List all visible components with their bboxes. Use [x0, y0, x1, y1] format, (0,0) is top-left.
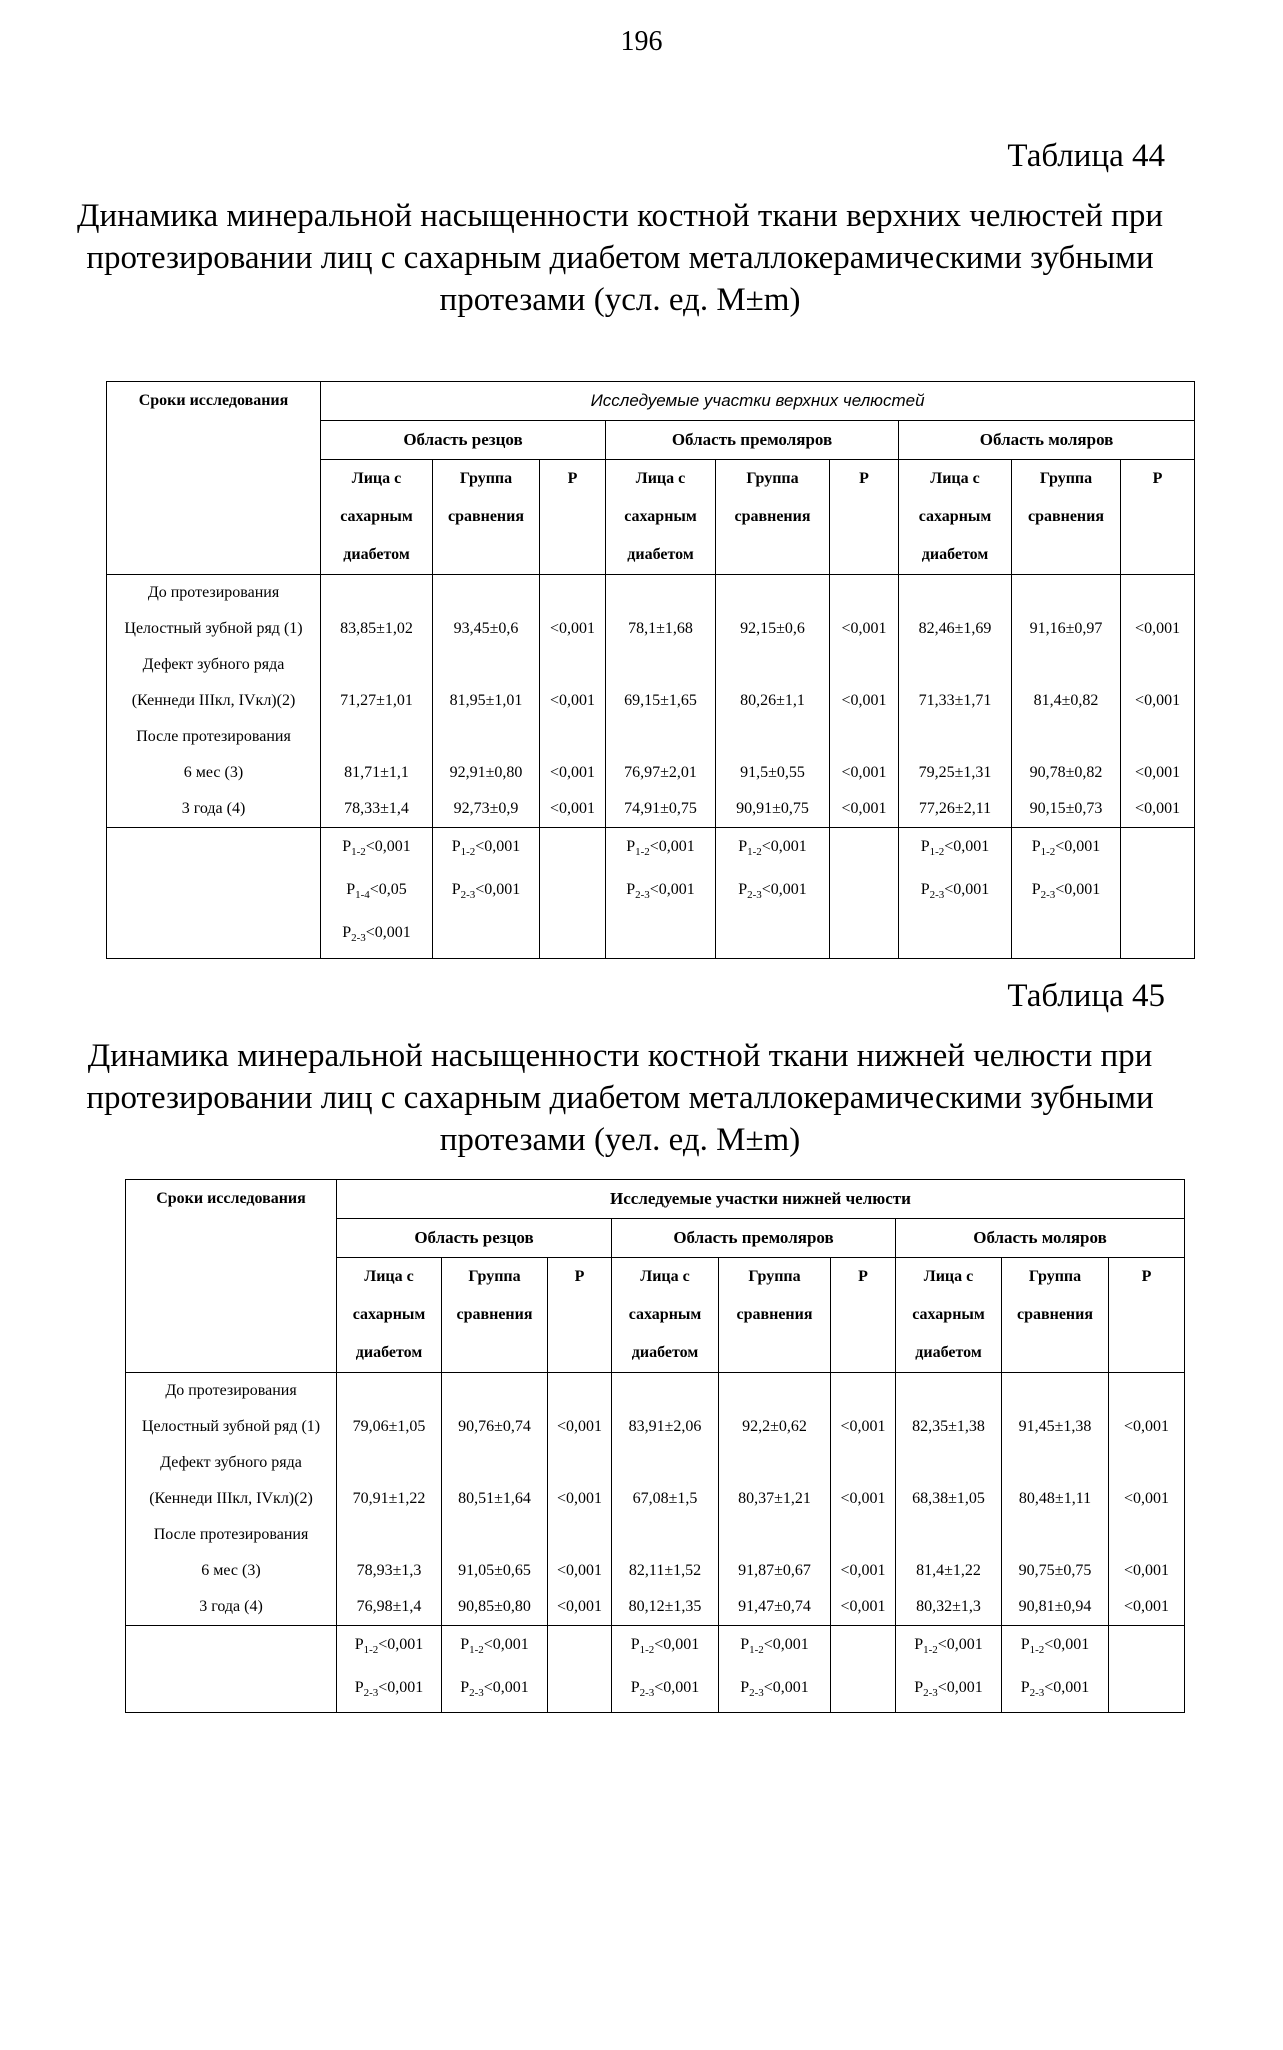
p-value: $P_{1-2}<0,001$ [738, 838, 807, 859]
area-molars-header: Область моляров [899, 421, 1195, 460]
value-cell: 78,33±1,4 [344, 800, 409, 817]
value-column [540, 575, 606, 828]
value-column [899, 575, 1012, 828]
table-44 [106, 381, 1195, 959]
value-cell: <0,001 [840, 1418, 886, 1435]
value-cell: <0,001 [556, 1562, 603, 1579]
p-value: $P_{2-3}<0,001$ [354, 1679, 424, 1700]
comparison-header: Группа сравнения [433, 460, 540, 575]
value-cell: <0,001 [549, 800, 596, 817]
p-header: P [540, 460, 606, 575]
value-cell: <0,001 [1135, 764, 1181, 781]
value-cell: <0,001 [841, 620, 887, 637]
value-cell: 91,87±0,67 [738, 1562, 811, 1579]
p-value-cell [896, 1626, 1002, 1713]
comparison-header: Группа сравнения [719, 1258, 831, 1373]
value-cell: <0,001 [1123, 1490, 1170, 1507]
value-column [548, 1373, 612, 1626]
value-cell: 90,81±0,94 [1018, 1598, 1092, 1615]
p-header: P [1109, 1258, 1185, 1373]
value-cell: 91,05±0,65 [458, 1562, 531, 1579]
area-premolars-header: Область премоляров [612, 1219, 896, 1258]
value-cell: 92,2±0,62 [742, 1418, 807, 1435]
value-cell: <0,001 [549, 764, 596, 781]
value-column [337, 1373, 442, 1626]
p-value: $P_{1-2}<0,001$ [342, 838, 411, 859]
patients-header: Лица с сахарным диабетом [899, 460, 1012, 575]
comparison-header: Группа сравнения [1012, 460, 1121, 575]
value-cell: 90,78±0,82 [1029, 764, 1103, 781]
value-cell: <0,001 [1123, 1562, 1170, 1579]
value-cell: 78,1±1,68 [628, 620, 693, 637]
row-label: После протезирования [153, 1526, 309, 1543]
value-cell: 79,06±1,05 [352, 1418, 426, 1435]
value-cell: 90,91±0,75 [736, 800, 809, 817]
p-value: $P_{2-3}<0,001$ [1020, 1679, 1090, 1700]
value-cell: 92,73±0,9 [453, 800, 519, 817]
value-cell: 80,26±1,1 [740, 692, 805, 709]
p-values-row [107, 828, 1195, 959]
value-cell: <0,001 [556, 1598, 603, 1615]
row-label: 6 мес (3) [201, 1562, 261, 1579]
patients-header: Лица с сахарным диабетом [896, 1258, 1002, 1373]
value-cell: 90,85±0,80 [458, 1598, 531, 1615]
value-column [612, 1373, 719, 1626]
row-label: До протезирования [147, 584, 280, 601]
terms-header: Сроки исследования [107, 382, 321, 575]
value-column [716, 575, 830, 828]
p-value-cell [719, 1626, 831, 1713]
value-cell: 74,91±0,75 [624, 800, 697, 817]
value-cell: 83,91±2,06 [628, 1418, 702, 1435]
p-value-cell [433, 828, 540, 959]
value-cell: <0,001 [556, 1418, 603, 1435]
value-cell: 76,97±2,01 [624, 764, 697, 781]
p-values-row [126, 1626, 1185, 1713]
patients-header: Лица с сахарным диабетом [321, 460, 433, 575]
value-cell: <0,001 [549, 692, 596, 709]
value-cell: 90,15±0,73 [1029, 800, 1103, 817]
p-value: $P_{1-2}<0,001$ [630, 1636, 700, 1657]
p-label-cell [126, 1626, 337, 1713]
area-premolars-header: Область премоляров [606, 421, 899, 460]
patients-header: Лица с сахарным диабетом [606, 460, 716, 575]
p-value: $P_{2-3}<0,001$ [738, 881, 807, 902]
page-number: 196 [620, 26, 663, 57]
value-column [719, 1373, 831, 1626]
value-cell: 71,27±1,01 [340, 692, 413, 709]
value-cell: 78,93±1,3 [356, 1562, 422, 1579]
value-cell: 76,98±1,4 [356, 1598, 422, 1615]
value-column [321, 575, 433, 828]
p-value: $P_{1-4}<0,05$ [346, 881, 407, 902]
table-45 [125, 1179, 1185, 1713]
row-label: (Кеннеди IIIкл, IVкл)(2) [131, 692, 296, 709]
value-column [1121, 575, 1195, 828]
p-value-cell [606, 828, 716, 959]
area-incisors-header: Область резцов [321, 421, 606, 460]
p-value-cell [442, 1626, 548, 1713]
p-value: $P_{1-2}<0,001$ [1031, 838, 1101, 859]
value-column [1002, 1373, 1109, 1626]
comparison-header: Группа сравнения [1002, 1258, 1109, 1373]
row-label: Целостный зубной ряд (1) [141, 1418, 321, 1435]
value-cell: 71,33±1,71 [918, 692, 992, 709]
table-45-title [60, 1035, 1180, 1161]
p-header: P [548, 1258, 612, 1373]
value-cell: <0,001 [841, 764, 887, 781]
value-cell: 80,51±1,64 [458, 1490, 531, 1507]
p-value-cell [612, 1626, 719, 1713]
p-value: $P_{2-3}<0,001$ [460, 1679, 529, 1700]
p-value-cell [540, 828, 606, 959]
comparison-header: Группа сравнения [442, 1258, 548, 1373]
value-cell: 91,5±0,55 [740, 764, 805, 781]
p-value-cell [1121, 828, 1195, 959]
value-cell: 80,48±1,11 [1018, 1490, 1092, 1507]
value-cell: 68,38±1,05 [912, 1490, 985, 1507]
value-cell: 80,12±1,35 [628, 1598, 702, 1615]
value-cell: 67,08±1,5 [632, 1490, 698, 1507]
p-value: $P_{1-2}<0,001$ [354, 1636, 424, 1657]
value-cell: <0,001 [549, 620, 596, 637]
value-cell: <0,001 [841, 692, 887, 709]
value-cell: 79,25±1,31 [918, 764, 992, 781]
area-incisors-header: Область резцов [337, 1219, 612, 1258]
p-value-cell [1012, 828, 1121, 959]
p-value-cell [337, 1626, 442, 1713]
value-column [1109, 1373, 1185, 1626]
value-column [606, 575, 716, 828]
title-line: Динамика минеральной насыщенности костной ткани верхних челюстей при [76, 198, 1164, 234]
value-column [433, 575, 540, 828]
row-labels [126, 1373, 337, 1626]
p-value: $P_{2-3}<0,001$ [914, 1679, 983, 1700]
p-value: $P_{2-3}<0,001$ [920, 881, 990, 902]
p-value: $P_{1-2}<0,001$ [914, 1636, 983, 1657]
value-column [831, 1373, 896, 1626]
area-molars-header: Область моляров [896, 1219, 1185, 1258]
value-cell: 77,26±2,11 [918, 800, 992, 817]
region-header: Исследуемые участки нижней челюсти [337, 1180, 1185, 1219]
table-45-label: Таблица 45 [1007, 978, 1165, 1014]
title-line: протезировании лиц с сахарным диабетом металлокерамическими зубными [86, 1080, 1154, 1116]
p-value-cell [831, 1626, 896, 1713]
p-value: $P_{2-3}<0,001$ [342, 924, 411, 945]
p-value-cell [716, 828, 830, 959]
value-cell: <0,001 [556, 1490, 603, 1507]
value-cell: 81,4±0,82 [1033, 692, 1099, 709]
p-value: $P_{2-3}<0,001$ [740, 1679, 809, 1700]
value-cell: 90,76±0,74 [458, 1418, 531, 1435]
value-cell: 93,45±0,6 [453, 620, 519, 637]
value-cell: 81,95±1,01 [449, 692, 523, 709]
p-value: $P_{1-2}<0,001$ [626, 838, 695, 859]
title-line: протезами (усл. ед. M±m) [439, 282, 801, 318]
value-cell: <0,001 [840, 1562, 886, 1579]
value-cell: <0,001 [1135, 620, 1181, 637]
p-value-cell [1002, 1626, 1109, 1713]
value-cell: <0,001 [840, 1490, 886, 1507]
p-header: P [830, 460, 899, 575]
region-header: Исследуемые участки верхних челюстей [321, 382, 1195, 421]
row-label: 6 мес (3) [183, 764, 244, 781]
row-label: 3 года (4) [199, 1598, 263, 1615]
comparison-header: Группа сравнения [716, 460, 830, 575]
value-cell: 92,15±0,6 [740, 620, 805, 637]
p-value: $P_{1-2}<0,001$ [451, 838, 521, 859]
data-block [126, 1373, 1185, 1626]
value-cell: 82,35±1,38 [912, 1418, 985, 1435]
value-cell: 91,45±1,38 [1018, 1418, 1092, 1435]
value-cell: 90,75±0,75 [1018, 1562, 1092, 1579]
p-value: $P_{1-2}<0,001$ [1020, 1636, 1090, 1657]
p-value: $P_{2-3}<0,001$ [451, 881, 521, 902]
p-value: $P_{2-3}<0,001$ [1031, 881, 1101, 902]
title-line: протезами (уел. ед. M±m) [439, 1122, 801, 1158]
terms-header: Сроки исследования [126, 1180, 337, 1373]
value-cell: 82,46±1,69 [918, 620, 992, 637]
value-cell: 92,91±0,80 [449, 764, 523, 781]
patients-header: Лица с сахарным диабетом [612, 1258, 719, 1373]
row-label: 3 года (4) [181, 800, 246, 817]
value-cell: 91,16±0,97 [1029, 620, 1103, 637]
table-44-title [60, 195, 1180, 321]
row-label: После протезирования [136, 728, 291, 745]
p-header: P [1121, 460, 1195, 575]
p-value-cell [830, 828, 899, 959]
value-column [1012, 575, 1121, 828]
value-cell: 91,47±0,74 [738, 1598, 811, 1615]
value-column [442, 1373, 548, 1626]
p-value-cell [548, 1626, 612, 1713]
patients-header: Лица с сахарным диабетом [337, 1258, 442, 1373]
value-cell: 70,91±1,22 [352, 1490, 426, 1507]
p-label-cell [107, 828, 321, 959]
table-44-label: Таблица 44 [1007, 138, 1165, 174]
p-value-cell [899, 828, 1012, 959]
p-value: $P_{2-3}<0,001$ [626, 881, 695, 902]
title-line: протезировании лиц с сахарным диабетом металлокерамическими зубными [86, 240, 1154, 276]
row-labels [107, 575, 321, 828]
row-label: Дефект зубного ряда [160, 1454, 302, 1471]
p-value: $P_{1-2}<0,001$ [740, 1636, 809, 1657]
value-cell: <0,001 [1135, 692, 1181, 709]
value-cell: <0,001 [1123, 1418, 1170, 1435]
value-cell: <0,001 [841, 800, 887, 817]
p-value: $P_{2-3}<0,001$ [630, 1679, 700, 1700]
value-cell: 81,71±1,1 [344, 764, 409, 781]
title-line: Динамика минеральной насыщенности костной ткани нижней челюсти при [87, 1038, 1153, 1074]
value-cell: 80,32±1,3 [916, 1598, 981, 1615]
value-cell: 80,37±1,21 [738, 1490, 811, 1507]
row-label: Дефект зубного ряда [142, 656, 285, 673]
row-label: До протезирования [165, 1382, 297, 1399]
data-block [107, 575, 1195, 828]
value-cell: 69,15±1,65 [624, 692, 697, 709]
value-cell: <0,001 [1135, 800, 1181, 817]
value-cell: <0,001 [840, 1598, 886, 1615]
p-header: P [831, 1258, 896, 1373]
p-value: $P_{1-2}<0,001$ [920, 838, 990, 859]
value-cell: 82,11±1,52 [628, 1562, 702, 1579]
row-label: (Кеннеди IIIкл, IVкл)(2) [149, 1490, 313, 1507]
value-column [830, 575, 899, 828]
value-column [896, 1373, 1002, 1626]
p-value-cell [321, 828, 433, 959]
value-cell: <0,001 [1123, 1598, 1170, 1615]
p-value: $P_{1-2}<0,001$ [460, 1636, 529, 1657]
value-cell: 81,4±1,22 [916, 1562, 981, 1579]
value-cell: 83,85±1,02 [340, 620, 413, 637]
p-value-cell [1109, 1626, 1185, 1713]
row-label: Целостный зубной ряд (1) [124, 620, 303, 637]
